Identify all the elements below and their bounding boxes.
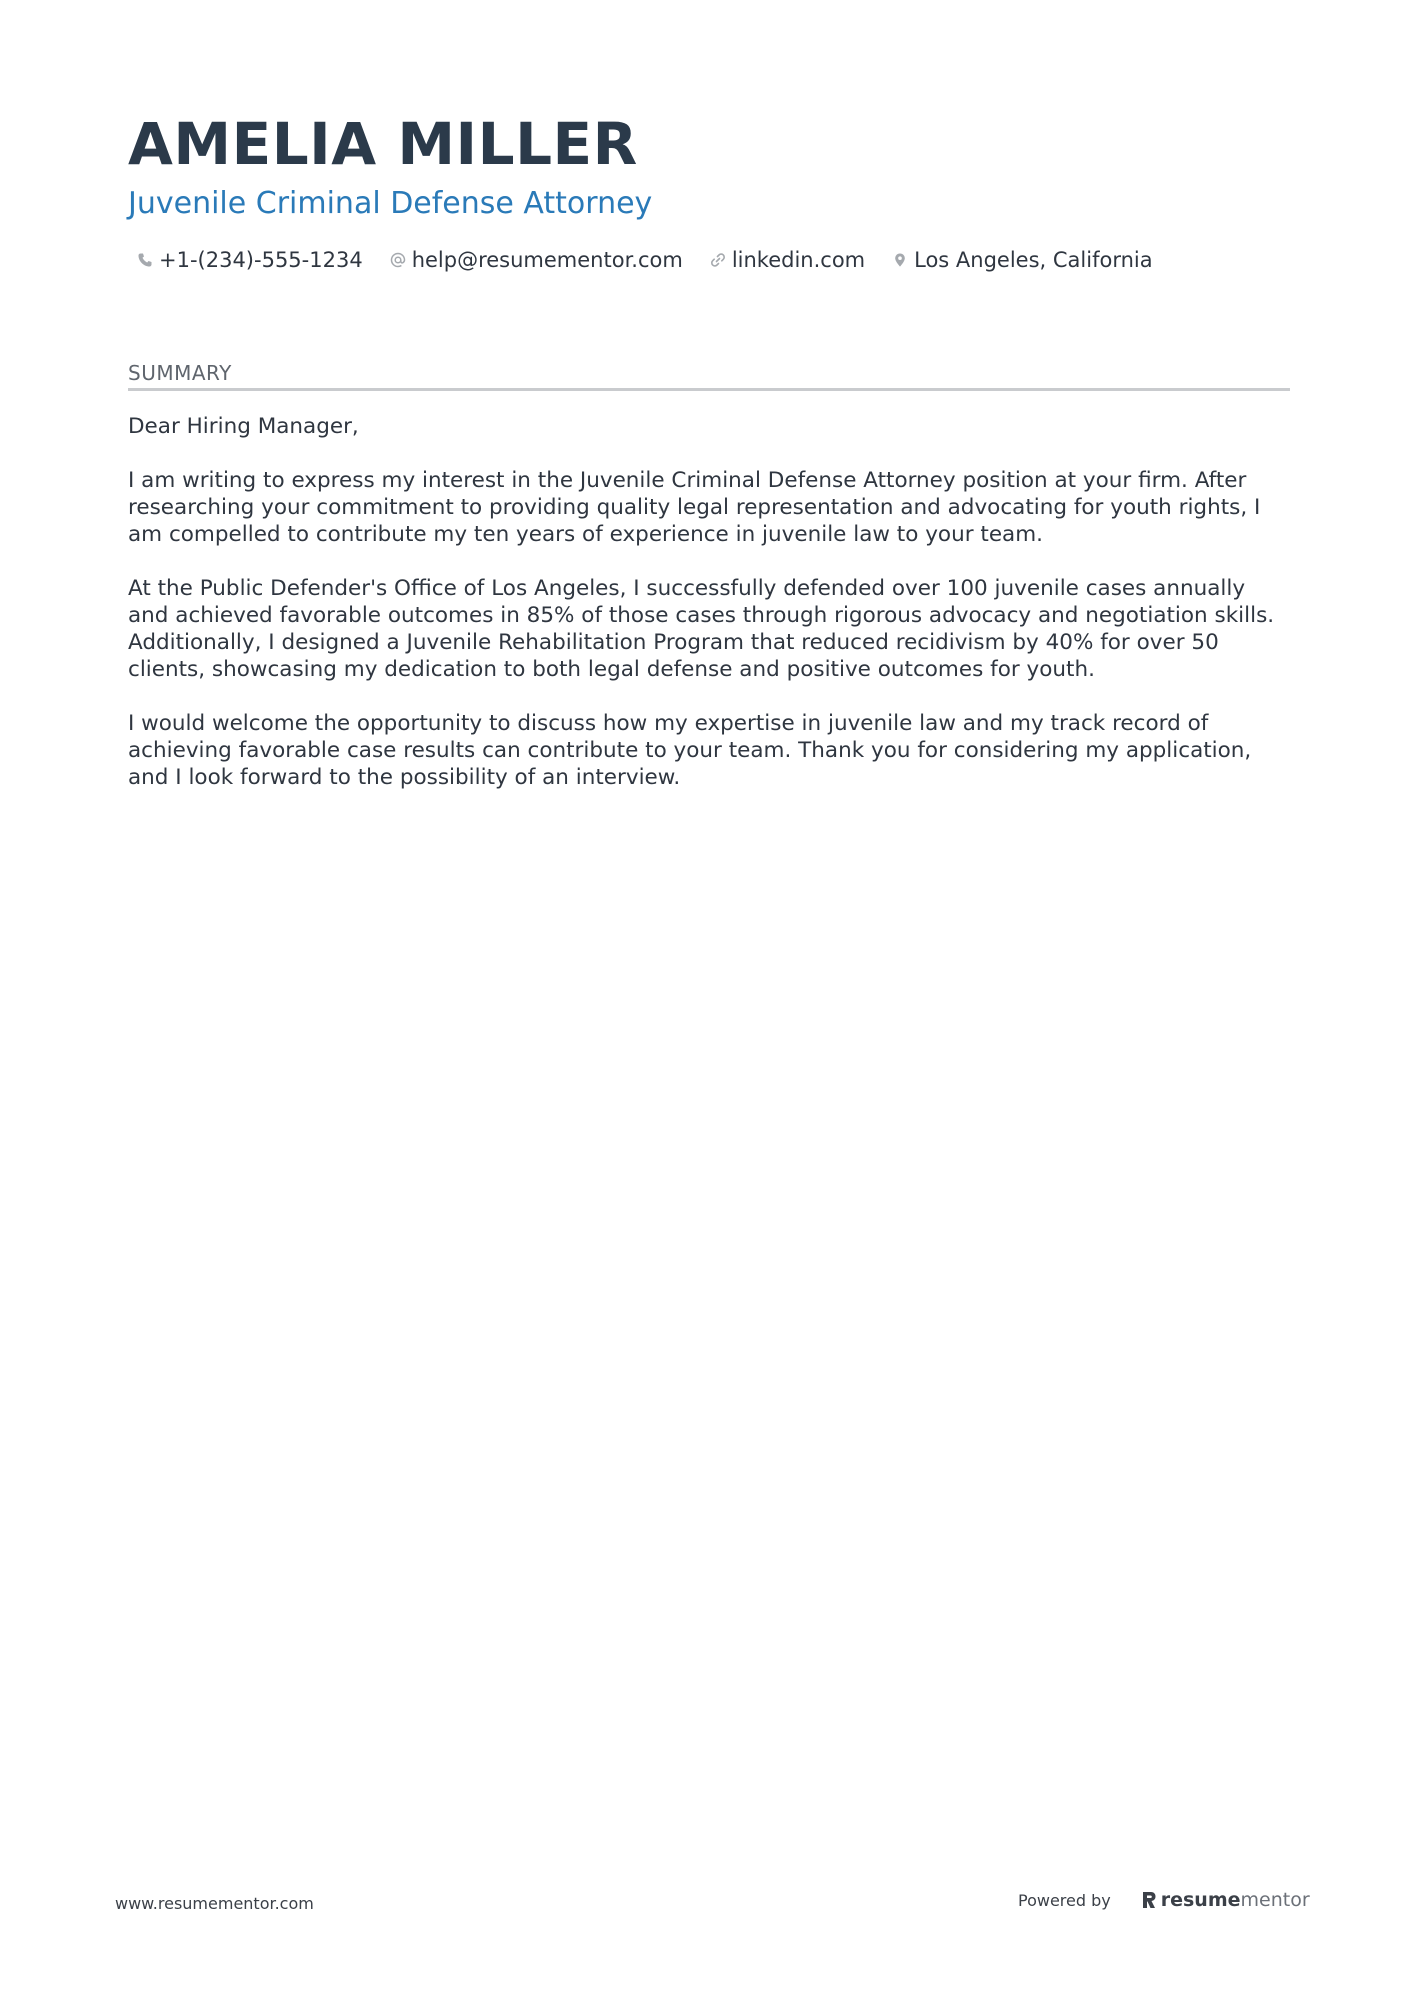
- resumementor-logo-icon: [1141, 1890, 1157, 1910]
- body-paragraph: I would welcome the opportunity to discuss how my expertise in juvenile law and my track record of achieving favorable case results can contribute to your team. Thank you for considering my application, and I look forward to the possibility of an interview.: [128, 711, 1252, 790]
- letter-body: [128, 413, 1290, 791]
- salutation: Dear Hiring Manager,: [128, 414, 359, 439]
- contact-website: [709, 246, 865, 274]
- contact-location: [891, 246, 1153, 274]
- candidate-name: AMELIA MILLER: [128, 110, 638, 178]
- phone-number[interactable]: +1-(234)-555-1234: [159, 248, 363, 272]
- body-paragraph: At the Public Defender's Office of Los Angeles, I successfully defended over 100 juvenile cases annually and achieved favorable outcomes in 85% of those cases through rigorous advocacy and negotiation skills. Additionally, I designed a Juvenile Rehabilitation Program that reduced recidivism by 40% for over 50 clients, showcasing my dedication to both legal defense and positive outcomes for youth.: [128, 576, 1275, 682]
- contact-email: [389, 246, 683, 274]
- location-pin-icon: [891, 251, 909, 269]
- brand-name-part1: resume: [1160, 1889, 1241, 1911]
- footer-website[interactable]: www.resumementor.com: [115, 1894, 314, 1913]
- location-text: Los Angeles, California: [914, 248, 1153, 272]
- phone-icon: [136, 251, 154, 269]
- link-icon: [709, 251, 727, 269]
- contact-row: [128, 246, 1288, 274]
- header: [128, 108, 1288, 274]
- at-icon: [389, 251, 407, 269]
- job-title: Juvenile Criminal Defense Attorney: [128, 186, 653, 221]
- section-heading: SUMMARY: [128, 360, 1290, 391]
- footer-branding: [1018, 1889, 1310, 1911]
- summary-section: [128, 360, 1290, 818]
- powered-by-label: Powered by: [1018, 1890, 1111, 1910]
- website-link[interactable]: linkedin.com: [731, 248, 866, 272]
- body-paragraph: I am writing to express my interest in the Juvenile Criminal Defense Attorney position at your firm. After researching your commitment to providing quality legal representation and advocating for youth rights, I am compelled to contribute my ten years of experience in juvenile law to your team.: [128, 468, 1261, 547]
- contact-phone: [136, 246, 363, 274]
- brand-name-part2: mentor: [1240, 1889, 1310, 1911]
- brand-logo[interactable]: [1141, 1889, 1310, 1911]
- email-address[interactable]: help@resumementor.com: [411, 248, 683, 272]
